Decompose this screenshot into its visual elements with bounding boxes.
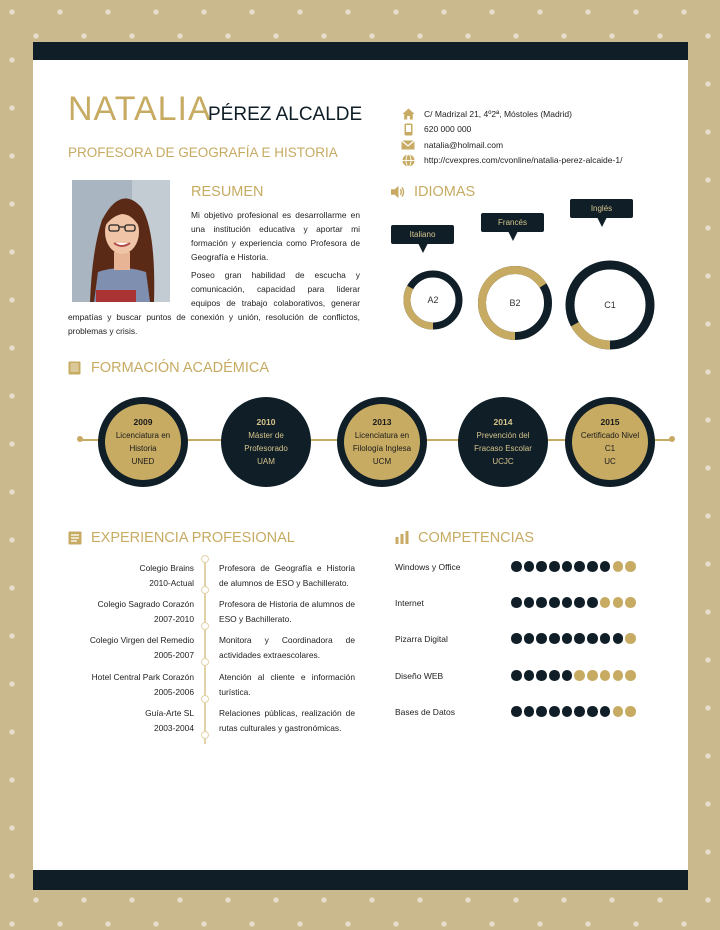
education-degree-line-2: Historia [129, 444, 157, 453]
skill-dot [613, 597, 624, 608]
skill-dot [536, 706, 547, 717]
experience-node [201, 586, 209, 594]
skill-dot [574, 597, 585, 608]
skill-dot [600, 597, 611, 608]
skill-dot [511, 706, 522, 717]
skill-dot [549, 670, 560, 681]
skill-dot [549, 633, 560, 644]
skill-dot [574, 633, 585, 644]
lang-tooltip-italiano: Italiano [391, 225, 454, 244]
skill-label: Diseño WEB [395, 671, 444, 681]
skill-dot [536, 597, 547, 608]
resumen-paragraph-2: Poseo gran habilidad de escucha y comunicación, capacidad para liderar equipos de trabajo colaborativos, generar empatías y buscar puntos de conexión y unión, resolución de conflictos, problemas y crisis. [68, 270, 360, 336]
idiomas-title: IDIOMAS [391, 184, 475, 200]
experience-description: Relaciones públicas, realización de rutas culturales y gastronómicas. [219, 708, 355, 733]
contact-web[interactable]: http://cvexpres.com/cvonline/natalia-perez-alcaide-1/ [401, 153, 622, 169]
skill-dot [511, 670, 522, 681]
education-item-2015 [565, 397, 655, 487]
skill-dot [511, 597, 522, 608]
education-year: 2014 [493, 417, 513, 427]
skill-label: Bases de Datos [395, 707, 456, 717]
education-circle [572, 404, 648, 480]
skill-dot [587, 597, 598, 608]
education-circle [344, 404, 420, 480]
mobile-phone-icon [401, 123, 415, 135]
education-degree-line-2: Filología Inglesa [352, 444, 412, 453]
education-degree-line-1: Certificado Nivel [580, 431, 640, 440]
education-circle [465, 404, 541, 480]
experience-company-name: Hotel Central Park Corazón [91, 672, 194, 682]
experience-description: Monitora y Coordinadora de actividades extraescolares. [219, 635, 355, 660]
bottom-band [33, 870, 688, 890]
education-item-2013 [337, 397, 427, 487]
envelope-icon [401, 139, 415, 151]
skill-dot [511, 561, 522, 572]
skill-dot [613, 706, 624, 717]
lang-tooltip-ingles: Inglés [570, 199, 633, 218]
skill-dot [600, 670, 611, 681]
skill-dot [587, 633, 598, 644]
experience-company [64, 670, 194, 699]
skill-dot [574, 706, 585, 717]
education-year: 2009 [133, 417, 153, 427]
skill-label: Pizarra Digital [395, 634, 448, 644]
skill-dot [587, 561, 598, 572]
education-degree-line-1: Licenciatura en [354, 431, 410, 440]
experience-node [201, 658, 209, 666]
lang-tooltip-frances: Francés [481, 213, 544, 232]
skill-dot [613, 633, 624, 644]
experience-company-name: Guía-Arte SL [145, 708, 194, 718]
education-place: UCJC [492, 457, 514, 466]
speaker-icon [391, 185, 405, 199]
skill-dot [587, 706, 598, 717]
skill-dot [524, 561, 535, 572]
resumen-title: RESUMEN [191, 184, 264, 200]
experience-company [64, 561, 194, 590]
skill-rating [511, 633, 638, 644]
experience-description: Atención al cliente e información turística. [219, 672, 355, 697]
skill-dot [625, 706, 636, 717]
skill-dot [625, 597, 636, 608]
contact-address: C/ Madrizal 21, 4º2ª, Móstoles (Madrid) [401, 106, 622, 122]
globe-icon [401, 154, 415, 166]
education-item-2010 [221, 397, 311, 487]
contact-block [401, 106, 622, 168]
education-degree-line-1: Máster de [248, 431, 284, 440]
skill-dot [600, 706, 611, 717]
education-degree-line-2: Fracaso Escolar [474, 444, 532, 453]
competencias-title: COMPETENCIAS [395, 530, 534, 546]
experience-dates: 2010-Actual [149, 577, 194, 588]
skill-dot [549, 561, 560, 572]
experience-dates: 2007-2010 [153, 613, 194, 624]
experience-company-name: Colegio Sagrado Corazón [97, 599, 194, 609]
formacion-title: FORMACIÓN ACADÉMICA [68, 360, 269, 376]
education-place: UC [604, 457, 616, 466]
skill-dot [613, 670, 624, 681]
skill-dot [524, 597, 535, 608]
education-degree-line-2: Profesorado [244, 444, 288, 453]
education-circle [228, 404, 304, 480]
document-icon [68, 531, 82, 545]
experience-company-name: Colegio Brains [139, 563, 194, 573]
experience-company [64, 706, 194, 735]
skill-dot [574, 561, 585, 572]
skill-dot [524, 633, 535, 644]
experience-description: Profesora de Geografía e Historia de alumnos de ESO y Bachillerato. [219, 563, 355, 588]
education-degree-line-1: Licenciatura en [115, 431, 171, 440]
education-year: 2013 [372, 417, 392, 427]
skill-dot [536, 670, 547, 681]
cv-page [33, 42, 688, 890]
skill-dot [613, 561, 624, 572]
experience-node [201, 695, 209, 703]
skill-rating [511, 597, 638, 608]
education-year: 2010 [256, 417, 276, 427]
education-place: UAM [257, 457, 275, 466]
skill-dot [574, 670, 585, 681]
skill-dot [587, 670, 598, 681]
contact-phone: 620 000 000 [401, 122, 622, 138]
job-title: PROFESORA DE GEOGRAFÍA E HISTORIA [68, 145, 338, 160]
book-icon [68, 361, 82, 375]
skill-dot [625, 633, 636, 644]
experience-description: Profesora de Historia de alumnos de ESO y Bachillerato. [219, 599, 355, 624]
timeline-start-dot [77, 436, 83, 442]
skill-label: Internet [395, 598, 424, 608]
resumen-text [68, 208, 360, 342]
skill-dot [511, 633, 522, 644]
experience-node [201, 555, 209, 563]
lang-level-2: C1 [604, 300, 616, 310]
experience-dates: 2003-2004 [153, 722, 194, 733]
education-degree-line-2: C1 [604, 444, 616, 453]
skill-rating [511, 706, 638, 717]
bar-chart-icon [395, 531, 409, 545]
skill-rating [511, 561, 638, 572]
education-degree-line-1: Prevención del [476, 431, 530, 440]
skill-rating [511, 670, 638, 681]
skill-dot [600, 633, 611, 644]
skill-dot [600, 561, 611, 572]
education-item-2014 [458, 397, 548, 487]
education-place: UNED [131, 457, 155, 466]
education-circle [105, 404, 181, 480]
education-item-2009 [98, 397, 188, 487]
first-name: NATALIA [68, 90, 212, 128]
skill-dot [562, 633, 573, 644]
skill-dot [625, 670, 636, 681]
skill-dot [625, 561, 636, 572]
skill-dot [536, 561, 547, 572]
skill-dot [562, 670, 573, 681]
last-name: PÉREZ ALCALDE [208, 104, 363, 125]
skill-dot [562, 561, 573, 572]
skill-dot [524, 706, 535, 717]
contact-email[interactable]: natalia@holmail.com [401, 137, 622, 153]
skill-dot [549, 706, 560, 717]
skill-dot [536, 633, 547, 644]
timeline-end-dot [669, 436, 675, 442]
top-band [33, 42, 688, 60]
experience-dates: 2005-2007 [153, 649, 194, 660]
skill-dot [562, 706, 573, 717]
education-year: 2015 [600, 417, 620, 427]
experience-dates: 2005-2006 [153, 686, 194, 697]
lang-level-1: B2 [509, 298, 521, 308]
resumen-paragraph-1: Mi objetivo profesional es desarrollarme en una institución educativa y aportar mi formación y experiencia como Profesora de Geografía e Historia. [191, 210, 360, 262]
home-icon [401, 108, 415, 120]
education-place: UCM [372, 457, 392, 466]
experience-node [201, 622, 209, 630]
lang-level-0: A2 [427, 295, 439, 305]
skill-label: Windows y Office [395, 562, 461, 572]
skill-dot [562, 597, 573, 608]
experience-company [64, 633, 194, 662]
skill-dot [524, 670, 535, 681]
experience-company [64, 597, 194, 626]
experience-company-name: Colegio Virgen del Remedio [89, 635, 194, 645]
skill-dot [549, 597, 560, 608]
language-rings [393, 242, 673, 352]
experience-node [201, 731, 209, 739]
experiencia-title: EXPERIENCIA PROFESIONAL [68, 530, 295, 546]
